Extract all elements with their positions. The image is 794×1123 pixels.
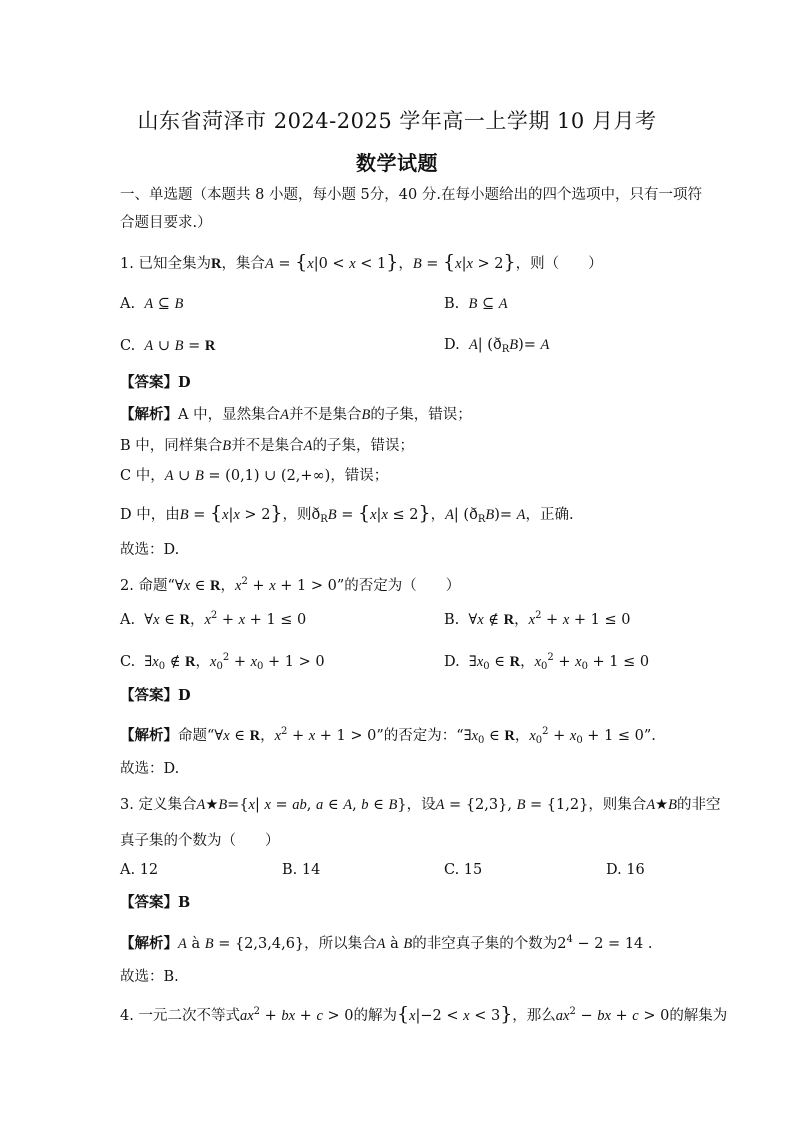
q1-answer: 【答案】D (120, 374, 191, 391)
q2-option-a: A. ∀x ∈ R，$x^2 + x + 1 \le 0$ (120, 610, 307, 628)
exam-subtitle: 数学试题 (356, 151, 438, 175)
q4-stem: 4. 一元二次不等式$ax^2$ + bx + c > 0的解为{x|−2 < x < 3}，那么$ax^2$ − bx + c > 0的解集为 (120, 1003, 728, 1025)
q3-stem: 3. 定义集合A★B={x| x = ab, a ∈ A, b ∈ B}，设A = {2,3}, B = {1,2}，则集合A★B的非空 (120, 797, 721, 813)
q3-option-a: A. 12 (120, 862, 159, 878)
q3-conclusion: 故选：B. (120, 969, 179, 985)
q3-answer: 【答案】B (120, 894, 191, 911)
q2-conclusion: 故选：D. (120, 761, 180, 777)
q3-option-c: C. 15 (444, 862, 483, 878)
q1-analysis-1: 【解析】A 中，显然集合A并不是集合B的子集，错误； (120, 406, 472, 423)
q1-option-c: C. A ∪ B = R (120, 338, 216, 354)
q2-option-b: B. ∀x ∉ R，$x^2 + x + 1 \le 0$ (444, 610, 631, 628)
q3-option-b: B. 14 (282, 862, 321, 878)
q2-option-c: C. $\exists x_0$ ∉ R，$x_0^2 + x_0 + 1 > 0$ (120, 652, 325, 672)
q1-analysis-2: B 中，同样集合B并不是集合A的子集，错误； (120, 438, 414, 454)
section-header: 一、单选题（本题共 8 小题，每小题 5分，40 分.在每小题给出的四个选项中，只有一项符 (120, 187, 702, 203)
q2-option-d: D. $\exists x_0$ ∈ R，$x_0^2 + x_0 + 1 \le 0$ (444, 652, 650, 672)
section-header-cont: 合题目要求.） (120, 215, 212, 231)
q2-stem: 2. 命题“∀x ∈ R，$x^2 + x + 1 > 0$”的否定为（ ） (120, 576, 461, 594)
q3-analysis-1: 【解析】A à B = {2,3,4,6}，所以集合A à B的非空真子集的个数为$2^4 - 2 = 14$ . (120, 934, 653, 952)
q1-option-d: D. A| $(ð_RB)= A$ (444, 337, 550, 355)
q1-analysis-4: D 中，由B = {x|x > 2}，则$ð_RB = \{x|x \le 2\}$，A| $(ð_RB)= A$，正确. (120, 502, 574, 525)
q2-analysis-1: 【解析】命题“∀x ∈ R，$x^2 + x + 1 > 0$”的否定为：“$\exists x_0$ ∈ R，$x_0^2 + x_0 + 1 \le 0$”. (120, 726, 656, 746)
q1-option-a: A. A ⊆ B (120, 296, 184, 312)
q3-stem-cont: 真子集的个数为（ ） (120, 833, 280, 849)
exam-title: 山东省菏泽市 2024-2025 学年高一上学期 10 月月考 (137, 109, 657, 133)
q2-answer: 【答案】D (120, 687, 191, 704)
q3-option-d: D. 16 (606, 862, 645, 878)
q1-stem: 1. 已知全集为R，集合A = {x|0 < x < 1}，B = {x|x > 2}，则（ ） (120, 251, 603, 273)
q1-option-b: B. B ⊆ A (444, 296, 508, 312)
q1-conclusion: 故选：D. (120, 542, 180, 558)
q1-analysis-3: C 中，A ∪ B = (0,1) ∪ (2,+∞)，错误； (120, 468, 389, 484)
